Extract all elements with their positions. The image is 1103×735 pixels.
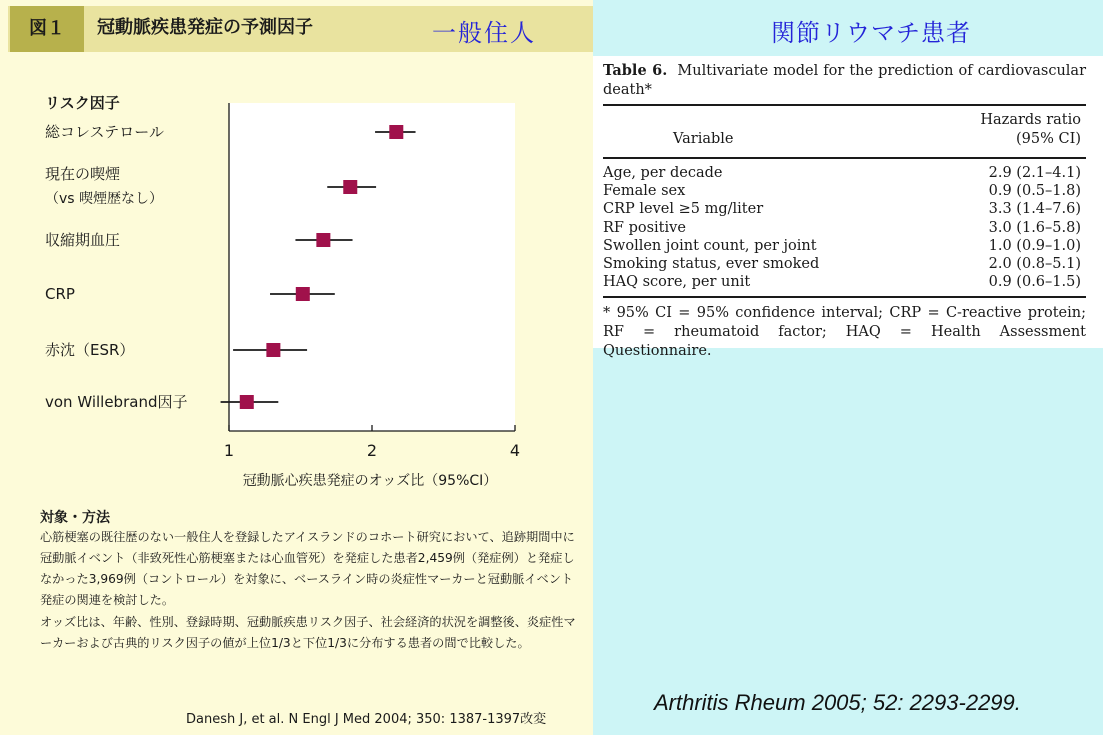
methods-title: 対象・方法 xyxy=(40,510,110,526)
category-label: 総コレステロール xyxy=(45,123,164,141)
table-row xyxy=(603,255,1081,273)
table-top-rule xyxy=(603,104,1086,106)
table-cell-variable: Female sex xyxy=(603,183,686,200)
table-row xyxy=(603,164,1081,182)
population-general: 一般住人 xyxy=(432,19,536,47)
figure-title: 冠動脈疾患発症の予測因子 xyxy=(97,17,313,38)
table-caption xyxy=(603,61,1086,100)
category-label: 現在の喫煙 xyxy=(45,165,121,183)
table-header-ci: (95% CI) xyxy=(1016,131,1081,147)
table-footnote: * 95% CI = 95% confidence interval; CRP = C-reactive protein; RF = rheumatoid factor; HAQ = Health Assessment Questionnaire. xyxy=(603,305,1086,359)
table-row xyxy=(603,219,1081,237)
category-label: von Willebrand因子 xyxy=(45,393,188,411)
table-row xyxy=(603,273,1081,291)
table-cell-hazards-ratio: 0.9 (0.5–1.8) xyxy=(988,183,1081,200)
x-tick-label: 2 xyxy=(366,441,378,460)
table-cell-hazards-ratio: 0.9 (0.6–1.5) xyxy=(988,274,1081,291)
category-label: 収縮期血圧 xyxy=(45,231,121,249)
table-cell-hazards-ratio: 3.0 (1.6–5.8) xyxy=(988,219,1081,236)
table-row xyxy=(603,182,1081,200)
point-estimate-marker xyxy=(389,125,403,139)
forest-plot xyxy=(0,85,593,495)
category-label: 赤沈（ESR） xyxy=(45,341,135,359)
table-cell-hazards-ratio: 2.0 (0.8–5.1) xyxy=(988,256,1081,272)
point-estimate-marker xyxy=(266,343,280,357)
source-reference: Danesh J, et al. N Engl J Med 2004; 350: 1387-1397改変 xyxy=(186,712,547,727)
x-axis-label: 冠動脈心疾患発症のオッズ比（95%CI） xyxy=(242,473,498,489)
methods-paragraph-2: オッズ比は、年齢、性別、登録時期、冠動脈疾患リスク因子、社会経済的状況を調整後、炎症性マーカーおよび古典的リスク因子の値が上位1/3と下位1/3に分布する患者の間で比較した。 xyxy=(40,615,576,650)
figure-label: 図１ xyxy=(10,6,84,52)
table-cell-variable: HAQ score, per unit xyxy=(603,274,751,291)
point-estimate-marker xyxy=(343,180,357,194)
population-ra: 関節リウマチ患者 xyxy=(771,19,971,47)
table-row xyxy=(603,200,1081,218)
x-tick-label: 4 xyxy=(509,441,521,460)
plot-area xyxy=(229,103,515,431)
table-cell-hazards-ratio: 1.0 (0.9–1.0) xyxy=(988,237,1081,254)
table-row xyxy=(603,237,1081,255)
table-header-hazards-ratio: Hazards ratio xyxy=(980,112,1081,128)
table-cell-variable: CRP level ≥5 mg/liter xyxy=(603,201,764,218)
table-bottom-rule xyxy=(603,296,1086,298)
table-cell-variable: Swollen joint count, per joint xyxy=(603,237,817,254)
table-cell-hazards-ratio: 3.3 (1.4–7.6) xyxy=(988,201,1081,218)
table-caption-text: Multivariate model for the prediction of cardiovascular death* xyxy=(603,63,1087,98)
point-estimate-marker xyxy=(316,233,330,247)
table-cell-variable: Age, per decade xyxy=(603,165,723,181)
category-heading: リスク因子 xyxy=(45,94,120,112)
table-header-variable: Variable xyxy=(673,131,734,147)
citation: Arthritis Rheum 2005; 52: 2293-2299. xyxy=(654,690,1021,715)
category-sublabel: （vs 喫煙歴なし） xyxy=(45,191,164,207)
table-caption-label: Table 6. xyxy=(603,62,668,79)
category-label: CRP xyxy=(45,285,75,303)
table-cell-hazards-ratio: 2.9 (2.1–4.1) xyxy=(988,165,1081,181)
point-estimate-marker xyxy=(240,395,254,409)
table-cell-variable: RF positive xyxy=(603,219,686,236)
table-cell-variable: Smoking status, ever smoked xyxy=(603,256,820,272)
table-header-rule xyxy=(603,157,1086,159)
methods-paragraph-1: 心筋梗塞の既往歴のない一般住人を登録したアイスランドのコホート研究において、追跡期間中に冠動脈イベント（非致死性心筋梗塞または心血管死）を発症した患者2,459例（発症例）と発症しなかった3,969例（コントロール）を対象に、ベースライン時の炎症性マーカーと冠動脈イベント発症の関連を検討した。 xyxy=(40,530,575,607)
point-estimate-marker xyxy=(296,287,310,301)
x-tick-label: 1 xyxy=(223,441,235,460)
